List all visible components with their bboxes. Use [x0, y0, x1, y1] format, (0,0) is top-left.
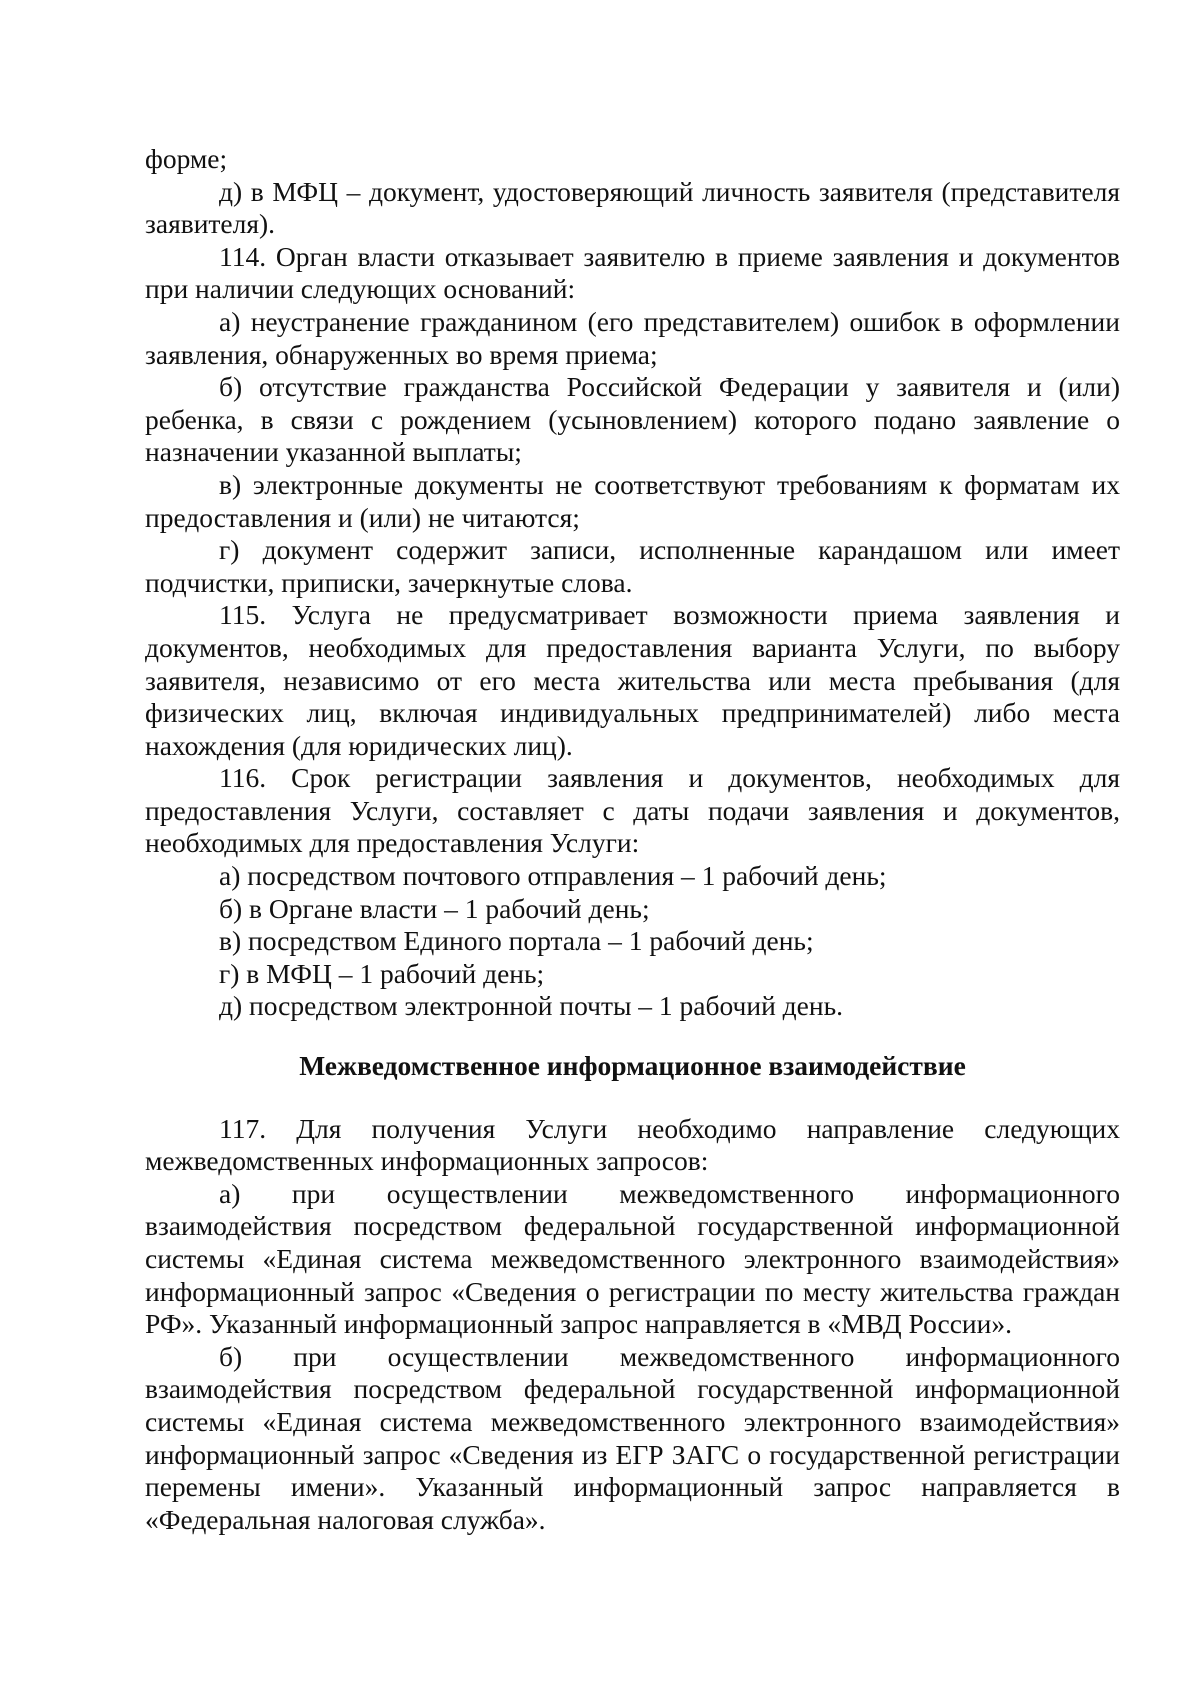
paragraph-116-b: б) в Органе власти – 1 рабочий день; — [219, 892, 650, 924]
paragraph-116-v: в) посредством Единого портала – 1 рабочий день; — [219, 925, 814, 957]
paragraph-continuation: форме; — [145, 143, 228, 174]
paragraph-116-d: д) посредством электронной почты – 1 рабочий день. — [219, 990, 844, 1022]
paragraph-114: 114. Орган власти отказывает заявителю в приеме заявления и документов при наличии следующих оснований: — [145, 240, 1120, 305]
section-heading: Межведомственное информационное взаимодействие — [299, 1050, 966, 1082]
paragraph-114-g: г) документ содержит записи, исполненные карандашом или имеет подчистки, приписки, зачеркнутые слова. — [145, 534, 1120, 598]
document-page — [145, 143, 1120, 1536]
paragraph-116-g: г) в МФЦ – 1 рабочий день; — [219, 957, 545, 989]
paragraph-114-b: б) отсутствие гражданства Российской Федерации у заявителя и (или) ребенка, в связи с рождением (усыновлением) которого подано заявление о назначении указанной выплаты; — [145, 371, 1120, 468]
paragraph-117-b: б) при осуществлении межведомственного информационного взаимодействия посредством федеральной государственной информационной системы «Единая система межведомственного электронного взаимодействия» информационный запрос «Сведения из ЕГР ЗАГС о государственной регистрации перемены имени». Указанный информационный запрос направляется в «Федеральная налоговая служба». — [145, 1340, 1120, 1535]
paragraph-117: 117. Для получения Услуги необходимо направление следующих межведомственных информационных запросов: — [145, 1112, 1120, 1177]
paragraph-114-v: в) электронные документы не соответствуют требованиям к форматам их предоставления и (или) не читаются; — [145, 468, 1120, 533]
paragraph-item-d-mfc-document: д) в МФЦ – документ, удостоверяющий личность заявителя (представителя заявителя). — [145, 175, 1120, 240]
paragraph-117-a: а) при осуществлении межведомственного информационного взаимодействия посредством федеральной государственной информационной системы «Единая система межведомственного электронного взаимодействия» информационный запрос «Сведения о регистрации по месту жительства граждан РФ». Указанный информационный запрос направляется в «МВД России». — [145, 1177, 1120, 1340]
paragraph-114-a: а) неустранение гражданином (его представителем) ошибок в оформлении заявления, обнаруженных во время приема; — [145, 305, 1120, 370]
paragraph-115: 115. Услуга не предусматривает возможности приема заявления и документов, необходимых для предоставления варианта Услуги, по выбору заявителя, независимо от его места жительства или места пребывания (для физических лиц, включая индивидуальных предпринимателей) либо места нахождения (для юридических лиц). — [145, 599, 1120, 761]
paragraph-116: 116. Срок регистрации заявления и документов, необходимых для предоставления Услуги, составляет с даты подачи заявления и документов, необходимых для предоставления Услуги: — [145, 762, 1120, 859]
paragraph-116-a: а) посредством почтового отправления – 1 рабочий день; — [219, 860, 887, 892]
